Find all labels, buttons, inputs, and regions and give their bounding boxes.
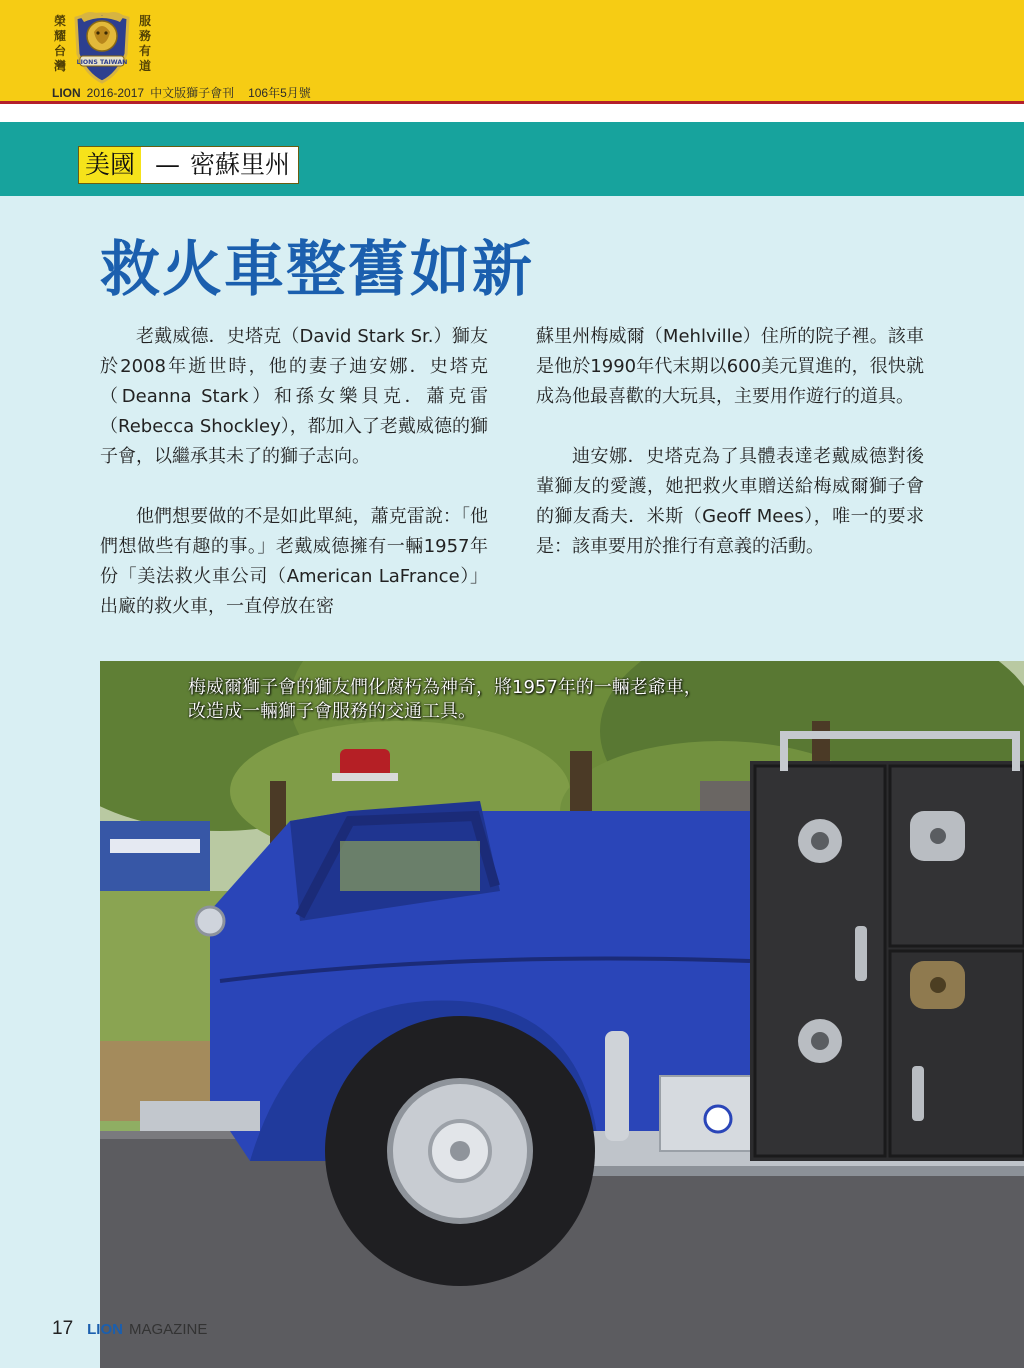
article-paragraph: 蘇里州梅威爾（Mehlville）住所的院子裡。該車是他於1990年代末期以600美元買進的，很快就成為他最喜歡的大玩具，主要用作遊行的道具。 <box>536 326 924 407</box>
motto-char: 榮 <box>53 14 66 28</box>
footer-brand: LION <box>87 1321 123 1338</box>
header-brand: LION <box>52 86 81 100</box>
article-paragraph: 他們想要做的不是如此單純，蕭克雷說：「他們想做些有趣的事。」老戴威德擁有一輛1957年份「美法救火車公司（American LaFrance）」出廠的救火車，一直停放在密 <box>100 506 488 617</box>
header-issue: 106年5月號 <box>248 86 311 100</box>
motto-char: 台 <box>53 44 66 58</box>
page-number: 17 <box>52 1318 74 1339</box>
article-paragraph: 迪安娜．史塔克為了具體表達老戴威德對後輩獅友的愛護，她把救火車贈送給梅威爾獅子會的獅友喬夫．米斯（Geoff Mees），唯一的要求是：該車要用於推行有意義的活動。 <box>536 446 924 557</box>
lions-emblem-logo <box>70 10 134 84</box>
caption-line: 梅威爾獅子會的獅友們化腐朽為神奇，將1957年的一輛老爺車， <box>188 677 702 698</box>
fire-truck-illustration <box>100 661 1024 1368</box>
article-paragraph: 老戴威德．史塔克（David Stark Sr.）獅友於2008年逝世時，他的妻子迪安娜．史塔克（Deanna Stark）和孫女樂貝克．蕭克雷（Rebecca Shockley），都加入了老戴威德的獅子會，以繼承其未了的獅子志向。 <box>100 326 488 467</box>
article-title: 救火車整舊如新 <box>100 235 534 305</box>
section-tag <box>78 146 299 184</box>
header-years: 2016-2017 <box>86 86 145 100</box>
photo-caption <box>188 676 748 724</box>
motto-char: 服 <box>138 14 151 28</box>
section-separator: — <box>155 150 181 179</box>
running-header <box>52 84 317 101</box>
emblem-text: LIONS TAIWAN <box>76 59 128 66</box>
caption-line: 改造成一輛獅子會服務的交通工具。 <box>188 701 476 722</box>
motto-char: 有 <box>138 44 151 58</box>
section-region: 密蘇里州 <box>190 150 291 179</box>
header-publication: 中文版獅子會刊 <box>150 86 235 100</box>
page-footer <box>52 1318 207 1340</box>
motto-char: 道 <box>138 59 151 73</box>
header-gap <box>0 104 1024 118</box>
motto-right <box>137 14 153 74</box>
motto-char: 灣 <box>53 59 66 73</box>
fire-truck-photo <box>100 661 1024 1368</box>
motto-char: 務 <box>138 29 151 43</box>
article-column-left <box>100 322 488 652</box>
section-country: 美國 <box>79 147 141 183</box>
motto-char: 耀 <box>53 29 66 43</box>
footer-magazine: MAGAZINE <box>128 1321 208 1338</box>
article-column-right <box>536 322 924 592</box>
motto-left <box>52 14 68 74</box>
